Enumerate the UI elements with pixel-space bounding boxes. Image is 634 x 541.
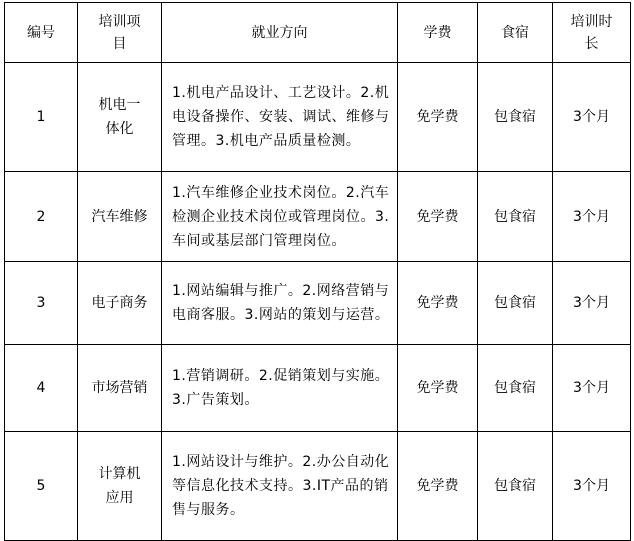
cell-duration: 3个月 <box>553 172 631 262</box>
header-row <box>5 3 631 63</box>
cell-duration: 3个月 <box>553 63 631 172</box>
cell-project: 电子商务 <box>78 262 162 345</box>
cell-duration: 3个月 <box>553 262 631 345</box>
table-row <box>5 172 631 262</box>
cell-lodging: 包食宿 <box>478 432 553 541</box>
cell-lodging: 包食宿 <box>478 262 553 345</box>
cell-lodging: 包食宿 <box>478 63 553 172</box>
cell-lodging: 包食宿 <box>478 345 553 432</box>
training-table <box>4 2 631 541</box>
cell-direction: 1.网站编辑与推广。2.网络营销与电商客服。3.网站的策划与运营。 <box>162 262 398 345</box>
cell-num: 4 <box>5 345 78 432</box>
table-row <box>5 262 631 345</box>
table-row <box>5 345 631 432</box>
cell-duration: 3个月 <box>553 345 631 432</box>
cell-project: 汽车维修 <box>78 172 162 262</box>
training-table-container <box>4 2 630 541</box>
header-project: 培训项目 <box>78 3 162 63</box>
header-duration: 培训时长 <box>553 3 631 63</box>
header-num: 编号 <box>5 3 78 63</box>
header-tuition: 学费 <box>398 3 478 63</box>
cell-tuition: 免学费 <box>398 345 478 432</box>
cell-num: 1 <box>5 63 78 172</box>
cell-project: 机电一体化 <box>78 63 162 172</box>
cell-num: 2 <box>5 172 78 262</box>
cell-project: 计算机应用 <box>78 432 162 541</box>
cell-direction: 1.机电产品设计、工艺设计。2.机电设备操作、安装、调试、维修与管理。3.机电产品质量检测。 <box>162 63 398 172</box>
cell-duration: 3个月 <box>553 432 631 541</box>
cell-tuition: 免学费 <box>398 262 478 345</box>
cell-tuition: 免学费 <box>398 172 478 262</box>
table-row <box>5 432 631 541</box>
cell-lodging: 包食宿 <box>478 172 553 262</box>
cell-num: 5 <box>5 432 78 541</box>
cell-direction: 1.汽车维修企业技术岗位。2.汽车检测企业技术岗位或管理岗位。3.车间或基层部门管理岗位。 <box>162 172 398 262</box>
header-direction: 就业方向 <box>162 3 398 63</box>
cell-direction: 1.营销调研。2.促销策划与实施。3.广告策划。 <box>162 345 398 432</box>
cell-tuition: 免学费 <box>398 432 478 541</box>
cell-direction: 1.网站设计与维护。2.办公自动化等信息化技术支持。3.IT产品的销售与服务。 <box>162 432 398 541</box>
cell-project: 市场营销 <box>78 345 162 432</box>
cell-tuition: 免学费 <box>398 63 478 172</box>
cell-num: 3 <box>5 262 78 345</box>
table-row <box>5 63 631 172</box>
header-lodging: 食宿 <box>478 3 553 63</box>
